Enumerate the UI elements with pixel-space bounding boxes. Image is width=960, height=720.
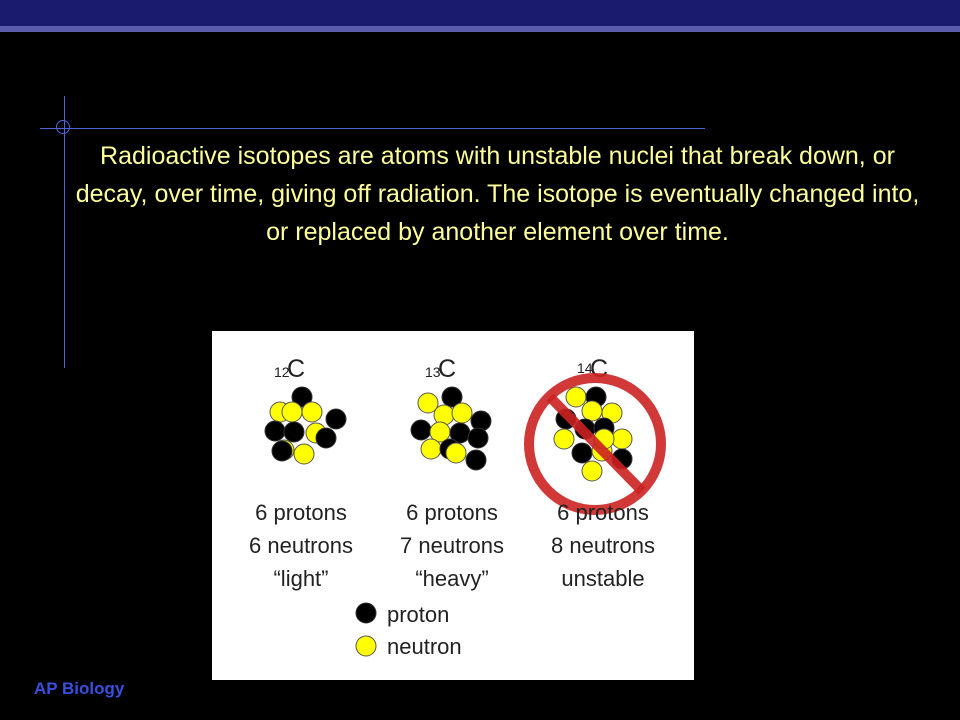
isotope-c12 [249,355,353,591]
nucleus-c13 [411,387,491,470]
neutron [612,429,632,449]
decor-horizontal-line [40,128,705,129]
neutron [446,443,466,463]
isotope-c14 [529,355,661,591]
protons-label-c14: 6 protons [557,500,649,525]
neutron [452,403,472,423]
isotope-c13 [400,355,504,591]
nucleus-c12 [265,387,346,464]
proton [284,422,304,442]
proton [466,450,486,470]
legend [356,602,462,659]
neutron [554,429,574,449]
top-rule [0,26,960,32]
neutrons-label-c12: 6 neutrons [249,533,353,558]
neutrons-label-c13: 7 neutrons [400,533,504,558]
mass-number-c12: 12 [274,364,290,380]
element-symbol-c13: C [438,355,457,383]
proton [411,420,431,440]
protons-label-c13: 6 protons [406,500,498,525]
note-label-c14: unstable [561,566,645,591]
proton [316,428,336,448]
legend-proton-swatch [356,603,376,623]
footer-label: AP Biology [34,679,125,698]
note-label-c12: “light” [273,566,329,591]
legend-neutron-swatch [356,636,376,656]
mass-number-c13: 13 [425,364,441,380]
element-symbol-c14: C [590,355,609,383]
neutron [302,402,322,422]
neutron [566,387,586,407]
isotope-figure [212,331,694,680]
neutron [282,402,302,422]
legend-proton-label: proton [387,602,450,627]
legend-neutron-label: neutron [387,634,462,659]
neutron [294,444,314,464]
top-title-bar [0,0,960,26]
neutron [582,401,602,421]
neutron [582,461,602,481]
slide-body-text: Radioactive isotopes are atoms with unstable nuclei that break down, or decay, over time, giving off radiation. The isotope is eventually changed into, or replaced by another element over time. [75,142,920,246]
proton [326,409,346,429]
decor-vertical-line [64,96,65,368]
note-label-c13: “heavy” [415,566,489,591]
proton [572,443,592,463]
decor-crosshair-circle [56,120,70,134]
element-symbol-c12: C [287,355,306,383]
mass-number-c14: 14 [577,360,593,376]
protons-label-c12: 6 protons [255,500,347,525]
proton [272,441,292,461]
proton [265,421,285,441]
neutron [421,439,441,459]
neutrons-label-c14: 8 neutrons [551,533,655,558]
proton [468,428,488,448]
